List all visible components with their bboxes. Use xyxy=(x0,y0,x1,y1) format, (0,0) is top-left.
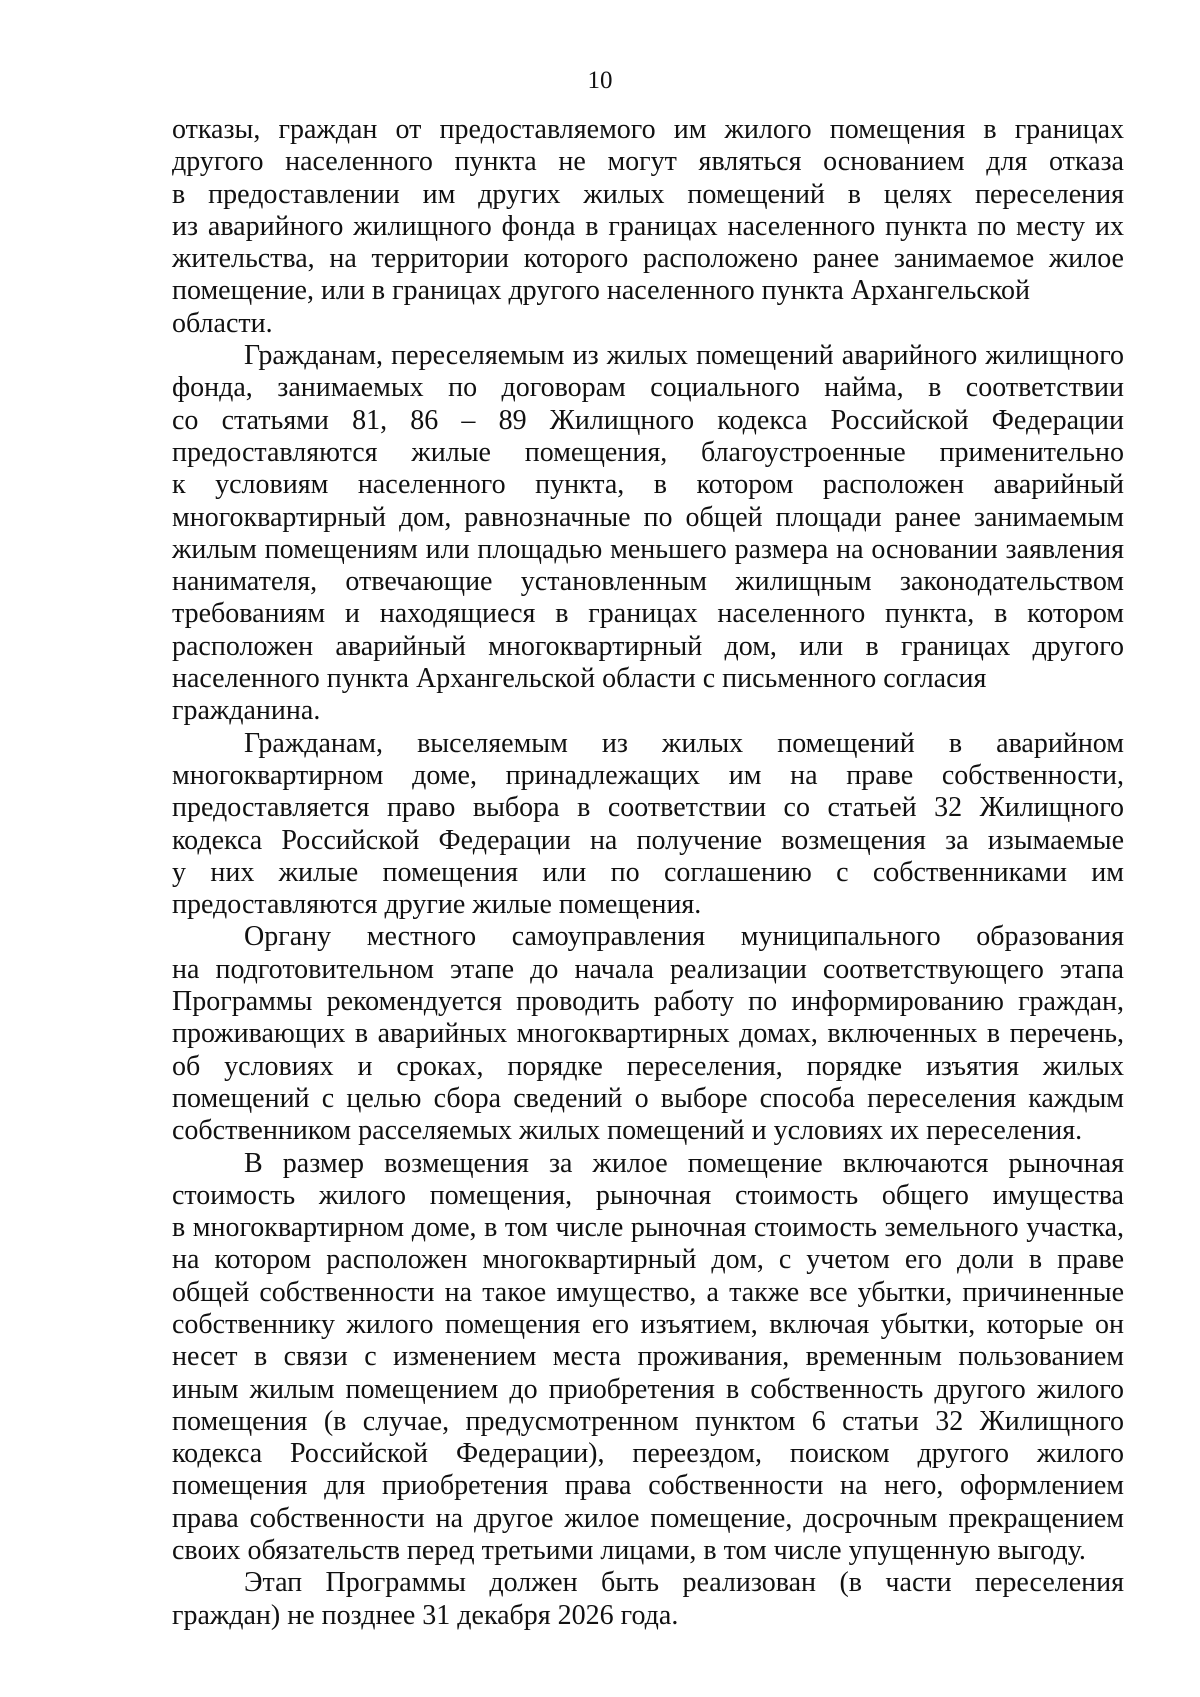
text-line: нанимателя, отвечающие установленным жилищным законодательством xyxy=(172,566,1124,598)
text-line: расположен аварийный многоквартирный дом, или в границах другого xyxy=(172,630,1124,662)
text-line: собственнику жилого помещения его изъятием, включая убытки, которые он xyxy=(172,1308,1124,1340)
text-line: Программы рекомендуется проводить работу по информированию граждан, xyxy=(172,986,1124,1018)
text-line: несет в связи с изменением места проживания, временным пользованием xyxy=(172,1341,1124,1373)
text-line: стоимость жилого помещения, рыночная стоимость общего имущества xyxy=(172,1179,1124,1211)
text-line: помещения для приобретения права собственности на него, оформлением xyxy=(172,1470,1124,1502)
text-line: кодекса Российской Федерации), переездом, поиском другого жилого xyxy=(172,1438,1124,1470)
text-line: отказы, граждан от предоставляемого им жилого помещения в границах xyxy=(172,114,1124,145)
text-line: Гражданам, выселяемым из жилых помещений в аварийном xyxy=(244,727,1124,759)
text-line: об условиях и сроках, порядке переселения, порядке изъятия жилых xyxy=(172,1050,1124,1082)
text-line: многоквартирный дом, равнозначные по общей площади ранее занимаемым xyxy=(172,501,1124,533)
text-line: помещений с целью сбора сведений о выборе способа переселения каждым xyxy=(172,1082,1124,1114)
paragraph-owners-choice xyxy=(172,728,1124,922)
text-line: населенного пункта Архангельской области с письменного согласия гражданина. xyxy=(172,663,987,727)
text-line: из аварийного жилищного фонда в границах населенного пункта по месту их xyxy=(172,210,1124,242)
text-line: другого населенного пункта не могут являться основанием для отказа xyxy=(172,146,1124,178)
text-line: иным жилым помещением до приобретения в собственность другого жилого xyxy=(172,1373,1124,1405)
text-line: в многоквартирном доме, в том числе рыночная стоимость земельного участка, xyxy=(172,1212,1124,1244)
text-line: кодекса Российской Федерации на получение возмещения за изымаемые xyxy=(172,824,1124,856)
paragraph-continuation xyxy=(172,114,1124,340)
text-line: требованиям и находящиеся в границах населенного пункта, в котором xyxy=(172,598,1124,630)
text-line: на подготовительном этапе до начала реализации соответствующего этапа xyxy=(172,953,1124,985)
paragraph-compensation xyxy=(172,1148,1124,1568)
text-line: со статьями 81, 86 – 89 Жилищного кодекса Российской Федерации xyxy=(172,404,1124,436)
text-line: многоквартирном доме, принадлежащих им на праве собственности, xyxy=(172,759,1124,791)
paragraph-social-rent xyxy=(172,340,1124,728)
text-line: помещения (в случае, предусмотренном пунктом 6 статьи 32 Жилищного xyxy=(172,1405,1124,1437)
paragraph-local-authority xyxy=(172,921,1124,1147)
page-number: 10 xyxy=(587,67,613,94)
body-text xyxy=(172,114,1124,1632)
text-line: помещение, или в границах другого населенного пункта Архангельской области. xyxy=(172,275,1031,339)
text-line: В размер возмещения за жилое помещение включаются рыночная xyxy=(244,1147,1124,1179)
text-line: Органу местного самоуправления муниципального образования xyxy=(244,921,1124,953)
text-line: предоставляются жилые помещения, благоустроенные применительно xyxy=(172,436,1124,468)
text-line: Гражданам, переселяемым из жилых помещений аварийного жилищного xyxy=(244,340,1124,372)
text-line: предоставляются другие жилые помещения. xyxy=(172,889,702,921)
text-line: собственником расселяемых жилых помещений и условиях их переселения. xyxy=(172,1115,1083,1147)
text-line: предоставляется право выбора в соответствии со статьей 32 Жилищного xyxy=(172,792,1124,824)
text-line: фонда, занимаемых по договорам социального найма, в соответствии xyxy=(172,372,1124,404)
text-line: Этап Программы должен быть реализован (в части переселения xyxy=(244,1567,1124,1599)
text-line: к условиям населенного пункта, в котором расположен аварийный xyxy=(172,469,1124,501)
text-line: на котором расположен многоквартирный дом, с учетом его доли в праве xyxy=(172,1244,1124,1276)
text-line: жительства, на территории которого расположено ранее занимаемое жилое xyxy=(172,243,1124,275)
text-line: проживающих в аварийных многоквартирных домах, включенных в перечень, xyxy=(172,1018,1124,1050)
text-line: граждан) не позднее 31 декабря 2026 года. xyxy=(172,1599,679,1631)
text-line: своих обязательств перед третьими лицами, в том числе упущенную выгоду. xyxy=(172,1535,1086,1567)
text-line: права собственности на другое жилое помещение, досрочным прекращением xyxy=(172,1502,1124,1534)
paragraph-deadline xyxy=(172,1567,1124,1632)
text-line: у них жилые помещения или по соглашению с собственниками им xyxy=(172,856,1124,888)
text-line: общей собственности на такое имущество, а также все убытки, причиненные xyxy=(172,1276,1124,1308)
text-line: в предоставлении им других жилых помещений в целях переселения xyxy=(172,178,1124,210)
text-line: жилым помещениям или площадью меньшего размера на основании заявления xyxy=(172,533,1124,565)
